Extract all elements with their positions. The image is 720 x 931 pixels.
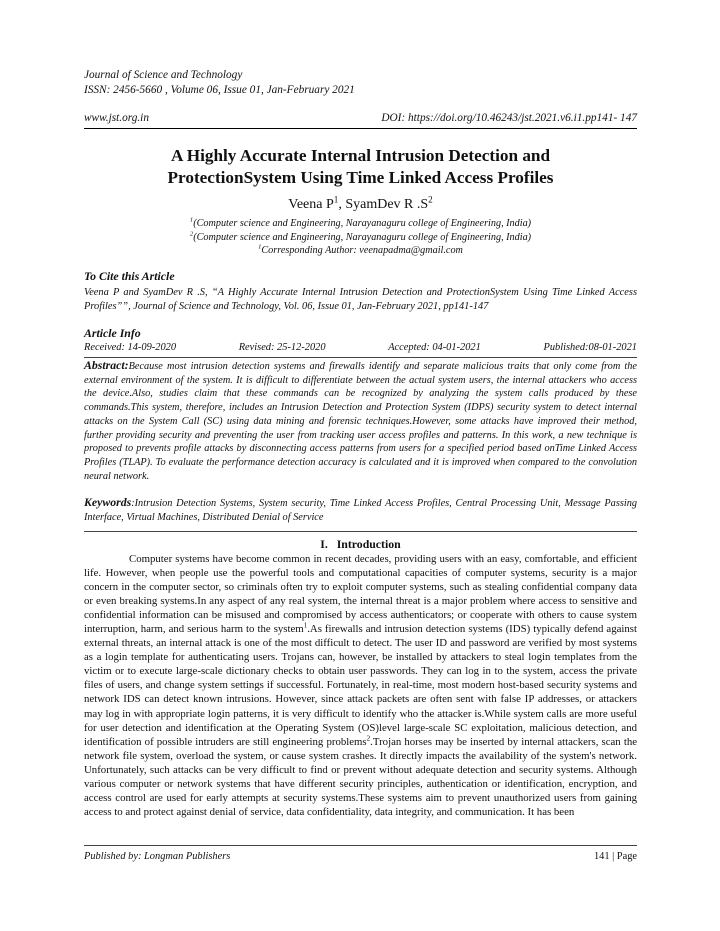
paper-title [84, 145, 637, 189]
affiliation-1 [84, 217, 637, 231]
intro-part-3: .Trojan horses may be inserted by internal attackers, scan the network file system, overload the system, or cause system crashes. It directly impacts the availability of the system's network. Unfortunately, such attacks can be very difficult to find or prevent without adequate detection and security systems. Although various computer or network systems that have different security principles, authentication or identification, encryption, and access control are used for early attempts at security systems.These systems aim to prevent unauthorized users from gaining access to and protect against denial of service, data confidentiality, data integrity, and communication. It has been [84, 735, 638, 818]
author-2-affil: 2 [428, 194, 433, 205]
affiliation-1-marker: 1 [189, 216, 194, 224]
corresponding-email: Corresponding Author: veenapadma@gmail.com [261, 245, 463, 257]
journal-name: Journal of Science and Technology [84, 69, 243, 81]
affiliation-2 [84, 231, 637, 245]
intro-paragraph [84, 552, 637, 819]
keywords-label: Keywords [84, 495, 132, 509]
journal-links-row [84, 111, 637, 126]
abstract [84, 359, 637, 483]
revised-date: Revised: 25-12-2020 [238, 342, 326, 353]
received-date: Received: 14-09-2020 [84, 342, 177, 353]
section-title: Introduction [336, 537, 401, 551]
affiliation-2-text: (Computer science and Engineering, Narayanaguru college of Engineering, India) [193, 231, 532, 243]
author-2: SyamDev R .S [345, 197, 429, 212]
doi-link[interactable]: DOI: https://doi.org/10.46243/jst.2021.v6.i1.pp141- 147 [381, 112, 637, 124]
accepted-date: Accepted: 04-01-2021 [388, 342, 481, 353]
article-dates [84, 342, 637, 353]
article-info-heading: Article Info [84, 326, 141, 340]
title-line-2: ProtectionSystem Using Time Linked Access Profiles [167, 168, 554, 187]
header-divider [84, 128, 637, 129]
journal-issn: ISSN: 2456-5660 , Volume 06, Issue 01, Jan-February 2021 [84, 84, 355, 96]
keywords [84, 496, 637, 524]
keywords-text: :Intrusion Detection Systems, System security, Time Linked Access Profiles, Central Processing Unit, Message Passing Interface, Virtual Machines, Distributed Denial of Service [84, 498, 637, 523]
info-divider [84, 357, 637, 358]
published-date: Published:08-01-2021 [543, 342, 637, 353]
page-footer [84, 851, 637, 862]
title-line-1: A Highly Accurate Internal Intrusion Detection and [170, 146, 551, 165]
introduction-body [84, 552, 637, 819]
author-list [84, 194, 637, 213]
page-number: 141 | Page [593, 851, 637, 862]
affiliation-1-text: (Computer science and Engineering, Narayanaguru college of Engineering, India) [193, 218, 532, 229]
publisher: Published by: Longman Publishers [84, 851, 231, 862]
author-1-affil: 1 [333, 194, 339, 205]
author-separator: , [338, 197, 346, 212]
cite-text: Veena P and SyamDev R .S, “A Highly Accurate Internal Intrusion Detection and ProtectionSystem Using Time Linked Access Profiles””, Journal of Science and Technology, Vol. 06, Issue 01, Jan-February 2021, pp141-147 [84, 287, 637, 312]
affiliations [84, 217, 637, 258]
intro-part-1: Computer systems have become common in recent decades, providing users with an easy, comfortable, and efficient life. However, when people use the powerful tools and computational capacities of computer systems, security is a major concern in the computer sector, so criminals often try to exploit computer systems, such as stealing confidential company data or even breaking systems.In any aspect of any real system, the internal threat is a major problem where access to sensitive and confidential information can be misused and compromised by access authenticators; or cooperate with others to cause system interruption, harm, and serious harm to the system [84, 553, 637, 636]
corresponding-author [84, 244, 637, 258]
footer-divider [84, 845, 637, 846]
cite-heading: To Cite this Article [84, 269, 175, 283]
section-number: I. [320, 537, 328, 551]
journal-website-link[interactable]: www.jst.org.in [84, 112, 149, 124]
citation-2[interactable]: 2 [366, 734, 371, 743]
intro-part-2: .As firewalls and intrusion detection systems (IDS) typically defend against external threats, an internal attack is one of the most difficult to detect. The user ID and password are verified by most systems as a login template for authenticating users. Trojans can, however, be installed by attackers to steal login templates from the victim or to execute large-scale dictionary checks to obtain user passwords. They can log in to the system, access the private files of users, and change system settings if successful. Fortunately, in real-time, most modern host-based security systems and network IDS can detect known intrusions. However, since attack packets are often sent with false IP addresses, or attackers may log in with appropriate login patterns, it is very difficult to identify who the attacker is.While system calls are more useful for user detection and identification at the Operating System (OS)level large-scale SC exploitation, malicious detection, and identification of possible intruders are still engineering problems [84, 623, 637, 748]
section-heading [84, 537, 637, 552]
affiliation-2-marker: 2 [189, 230, 194, 238]
corresponding-marker: 1 [258, 243, 262, 251]
citation-1[interactable]: 1 [303, 621, 308, 630]
abstract-text: Because most intrusion detection systems and firewalls identify and separate malicious traits that only come from the external environment of the system. It is difficult to differentiate between the actual system users, the internal attackers who access the device.Also, studies claim that these commands can be recognized by analyzing the system calls produced by these commands.This system, therefore, includes an Intrusion Detection and Protection System (IDPS) security system to detect internal attacks on the System Call (SC) using data mining and forensic techniques.However, some attacks have improved their method, further providing security and preventing the user from tracking user access profiles and patterns. In this work, a new technique is proposed to prevents profile attacks by disconnecting access patterns from users for a specified period based onTime Linked Access Profiles (TLAP). To evaluate the performance detection accuracy is calculated and it is improved when compared to the convolution neural network. [84, 361, 637, 482]
author-1: Veena P [288, 197, 334, 212]
abstract-label: Abstract: [84, 358, 129, 372]
keywords-divider [84, 531, 637, 532]
